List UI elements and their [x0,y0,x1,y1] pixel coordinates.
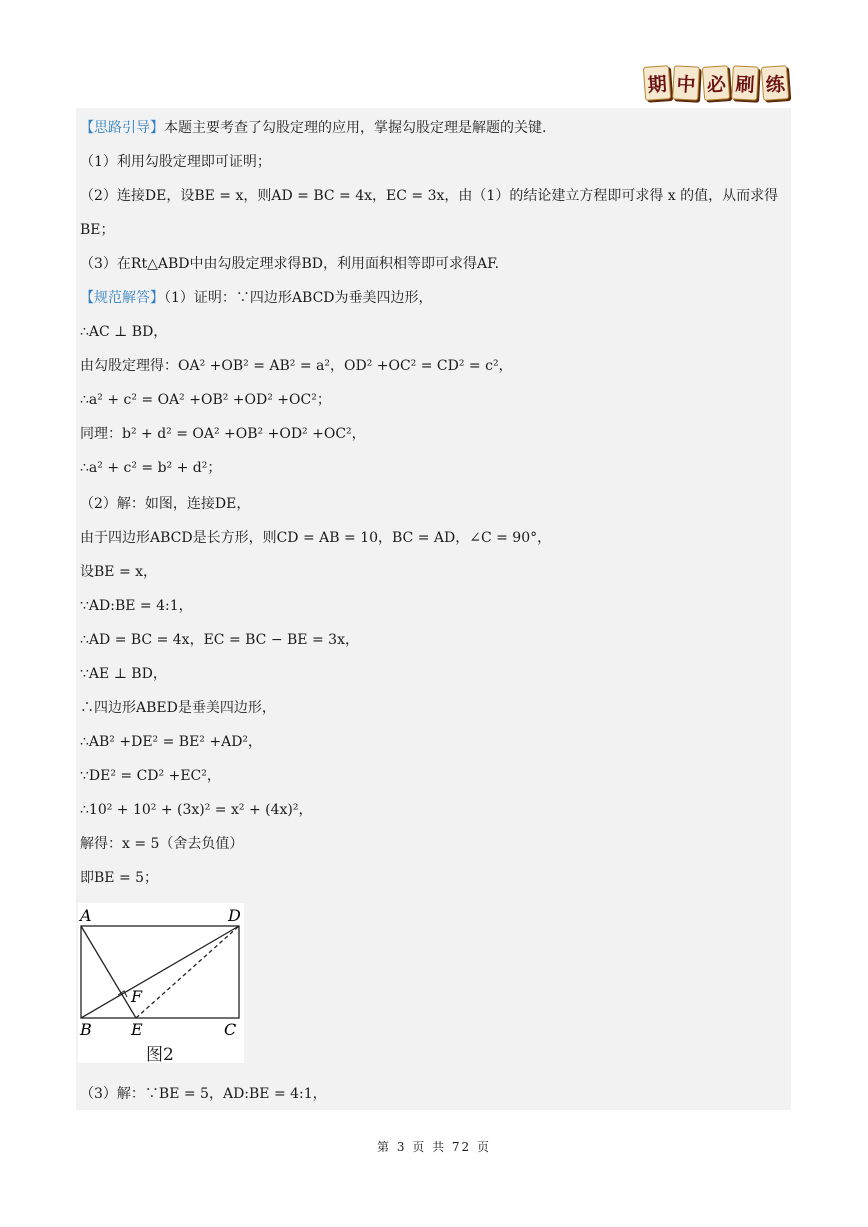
section-tag: 【思路引导】 [80,120,164,136]
solution-line [80,254,499,274]
solution-line [80,220,115,240]
solution-line [80,596,193,616]
line-text: （3）在Rt△ABD中由勾股定理求得BD，利用面积相等即可求得AF. [80,256,500,272]
line-text: ∴a² + c² = OA² +OB² +OD² +OC²； [80,392,331,408]
line-text: ∵DE² = CD² +EC²， [80,768,221,784]
solution-line [80,390,331,410]
line-text: ∵AD:BE = 4:1， [80,598,193,614]
line-text: ∴AB² +DE² = BE² +AD²， [80,734,263,750]
solution-line [80,664,167,684]
solution-line [80,152,271,172]
rectangle-diagram [78,903,244,1063]
brand-badge [644,66,788,100]
solution-line [80,868,158,888]
solution-line [80,528,551,548]
line-text: ∴AC ⊥ BD， [80,324,168,340]
geometry-figure [78,903,244,1063]
solution-line [80,322,167,342]
line-text: 解得：x = 5（舍去负值） [80,836,244,852]
line-text: （1）证明：∵四边形ABCD为垂美四边形， [164,290,433,306]
solution-line [80,494,250,514]
solution-line [80,834,243,854]
line-text: ∴10² + 10² + (3x)² = x² + (4x)²， [80,802,313,818]
line-text: 即BE = 5； [80,870,159,886]
line-text: （2）连接DE，设BE = x，则AD = BC = 4x，EC = 3x，由（1）的结论建立方程即可求得 x 的值，从而求得 [80,188,779,204]
solution-line [80,800,312,820]
line-text: （1）利用勾股定理即可证明； [80,154,271,170]
solution-line [80,1084,327,1104]
solution-line [80,356,513,376]
line-text: 同理：b² + d² = OA² +OB² +OD² +OC²， [80,426,366,442]
badge-char: 中 [673,65,701,100]
solution-line [80,186,778,206]
line-text: （3）解：∵BE = 5，AD:BE = 4:1， [80,1086,327,1102]
solution-line [80,288,433,308]
line-text: BE； [80,222,115,238]
line-text: （2）解：如图，连接DE， [80,496,251,512]
line-text: 由于四边形ABCD是长方形，则CD = AB = 10，BC = AD，∠C = 90°， [80,530,552,546]
solution-line [80,732,262,752]
solution-line [80,562,157,582]
point-label-f: F [131,987,143,1006]
point-label-e: E [131,1020,143,1039]
line-text: 本题主要考查了勾股定理的应用，掌握勾股定理是解题的关键. [164,120,547,136]
point-label-c: C [224,1020,237,1039]
badge-char: 必 [702,65,731,101]
point-label-b: B [80,1020,92,1039]
figure-caption: 图2 [146,1045,174,1065]
badge-char: 刷 [731,65,759,100]
line-text: ∵AE ⊥ BD， [80,666,167,682]
line-text: ∴a² + c² = b² + d²； [80,460,222,476]
badge-char: 练 [760,65,789,101]
solution-line [80,766,221,786]
badge-char: 期 [643,65,672,101]
point-label-a: A [80,906,92,925]
page-footer: 第 3 页 共 72 页 [377,1140,491,1154]
line-text: ∴AD = BC = 4x，EC = BC − BE = 3x， [80,632,359,648]
solution-line [80,698,276,718]
solution-line [80,630,359,650]
solution-line [80,424,366,444]
line-text: 设BE = x， [80,564,158,580]
solution-line [80,118,546,138]
section-tag: 【规范解答】 [80,290,164,306]
line-text: 由勾股定理得：OA² +OB² = AB² = a²，OD² +OC² = CD² = c²， [80,358,513,374]
line-text: ∴四边形ABED是垂美四边形， [80,700,276,716]
solution-line [80,458,221,478]
point-label-d: D [228,906,241,925]
